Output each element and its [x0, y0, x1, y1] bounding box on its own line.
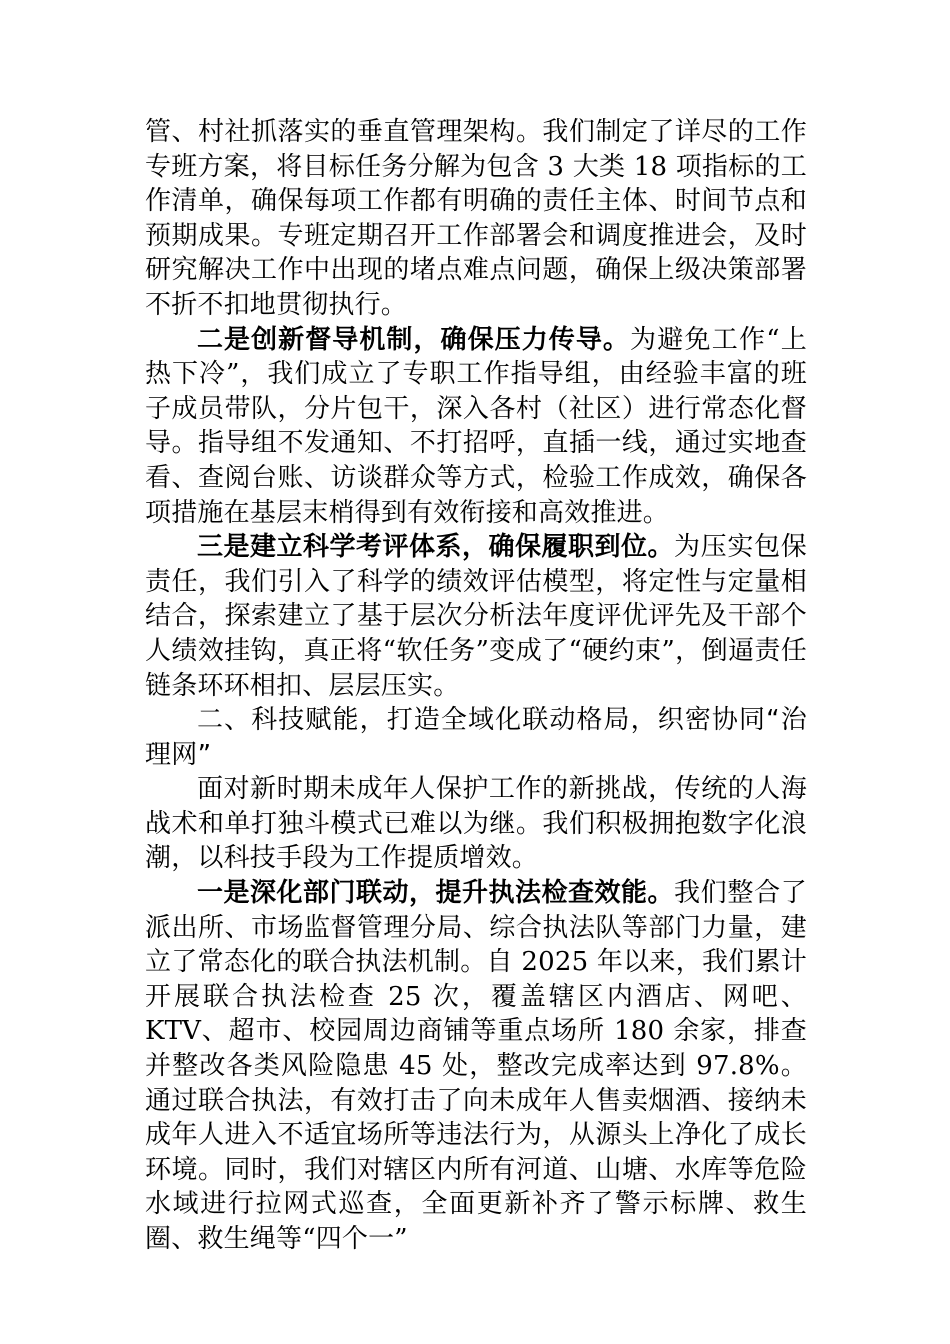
paragraph-text: 管、村社抓落实的垂直管理架构。我们制定了详尽的工作专班方案，将目标任务分解为包含 3 大类 18 项指标的工作清单，确保每项工作都有明确的责任主体、时间节点和预期成果。专班定期召开工作部署会和调度推进会，及时研究解决工作中出现的堵点难点问题，确保上级决策部署不折不扣地贯彻执行。 [145, 117, 807, 320]
document-body [145, 115, 807, 1257]
paragraph-text: 为压实包保责任，我们引入了科学的绩效评估模型，将定性与定量相结合，探索建立了基于层次分析法年度评优评先及干部个人绩效挂钩，真正将“软任务”变成了“硬约束”，倒逼责任链条环环相扣、层层压实。 [145, 532, 807, 701]
paragraph-linkage [145, 876, 807, 1257]
paragraph-text: 我们整合了派出所、市场监督管理分局、综合执法队等部门力量，建立了常态化的联合执法机制。自 2025 年以来，我们累计开展联合执法检查 25 次，覆盖辖区内酒店、网吧、KTV、超市、校园周边商铺等重点场所 180 余家，排查并整改各类风险隐患 45 处，整改完成率达到 97.8%。通过联合执法，有效打击了向未成年人售卖烟酒、接纳未成年人进入不适宜场所等违法行为，从源头上净化了成长环境。同时，我们对辖区内所有河道、山塘、水库等危险水域进行拉网式巡查，全面更新补齐了警示标牌、救生圈、救生绳等“四个一” [145, 878, 807, 1254]
paragraph-continuation [145, 115, 807, 323]
paragraph-lead: 三是建立科学考评体系，确保履职到位。 [197, 532, 674, 563]
paragraph-supervision [145, 323, 807, 531]
paragraph-text: 面对新时期未成年人保护工作的新挑战，传统的人海战术和单打独斗模式已难以为继。我们积极拥抱数字化浪潮，以科技手段为工作提质增效。 [145, 774, 807, 874]
paragraph-text: 为避免工作“上热下冷”，我们成立了专职工作指导组，由经验丰富的班子成员带队，分片包干，深入各村（社区）进行常态化督导。指导组不发通知、不打招呼，直插一线，通过实地查看、查阅台账、访谈群众等方式，检验工作成效，确保各项措施在基层末梢得到有效衔接和高效推进。 [145, 324, 807, 528]
section-heading [145, 703, 807, 772]
paragraph-intro [145, 772, 807, 876]
section-heading-text: 二、科技赋能，打造全域化联动格局，织密协同“治理网” [145, 705, 807, 770]
paragraph-evaluation [145, 530, 807, 703]
paragraph-lead: 一是深化部门联动，提升执法检查效能。 [197, 878, 674, 909]
paragraph-lead: 二是创新督导机制，确保压力传导。 [197, 324, 630, 355]
